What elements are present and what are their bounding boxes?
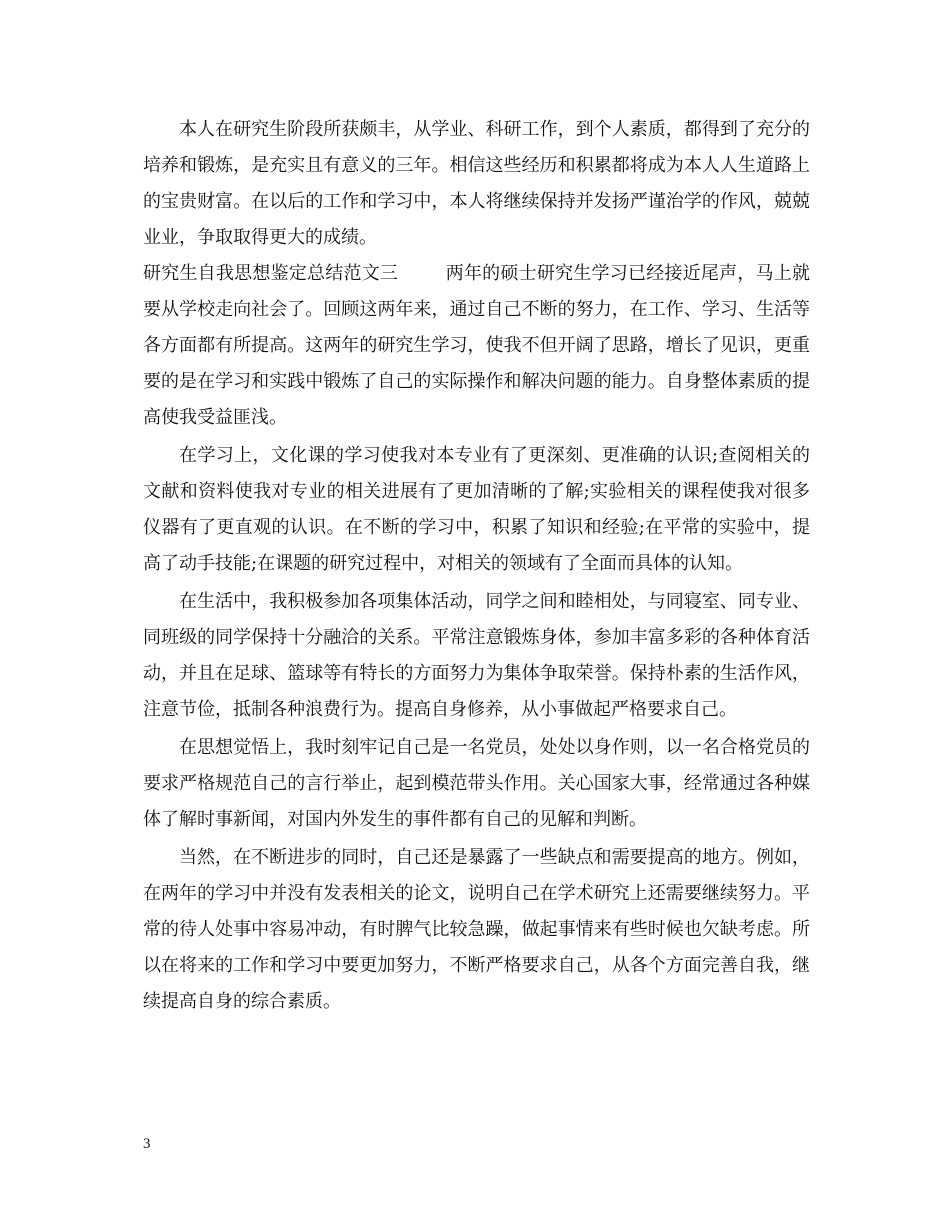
- section-heading: 研究生自我思想鉴定总结范文三: [143, 263, 399, 284]
- document-page: [143, 112, 810, 1020]
- heading-spacer: [398, 263, 446, 284]
- paragraph-6: 当然，在不断进步的同时，自己还是暴露了一些缺点和需要提高的地方。例如，在两年的学习中并没有发表相关的论文，说明自己在学术研究上还需要继续努力。平常的待人处事中容易冲动，有时脾气比较急躁，做起事情来有些时候也欠缺考虑。所以在将来的工作和学习中要更加努力，不断严格要求自己，从各个方面完善自我，继续提高自身的综合素质。: [143, 847, 810, 1012]
- paragraph-2-text: 两年的硕士研究生学习已经接近尾声，马上就要从学校走向社会了。回顾这两年来，通过自己不断的努力，在工作、学习、生活等各方面都有所提高。这两年的研究生学习，使我不但开阔了思路，增长了见识，更重要的是在学习和实践中锻炼了自己的实际操作和解决问题的能力。自身整体素质的提高使我受益匪浅。: [143, 263, 811, 428]
- paragraph-5: 在思想觉悟上，我时刻牢记自己是一名党员，处处以身作则，以一名合格党员的要求严格规范自己的言行举止，起到模范带头作用。关心国家大事，经常通过各种媒体了解时事新闻，对国内外发生的事件都有自己的见解和判断。: [143, 737, 810, 830]
- paragraph-4: 在生活中，我积极参加各项集体活动，同学之间和睦相处，与同寝室、同专业、同班级的同学保持十分融洽的关系。平常注意锻炼身体，参加丰富多彩的各种体育活动，并且在足球、篮球等有特长的方面努力为集体争取荣誉。保持朴素的生活作风，注意节俭，抵制各种浪费行为。提高自身修养，从小事做起严格要求自己。: [143, 591, 810, 720]
- page-number: 3: [143, 1136, 151, 1152]
- paragraph-2: [143, 256, 810, 436]
- paragraph-3: 在学习上，文化课的学习使我对本专业有了更深刻、更准确的认识;查阅相关的文献和资料使我对专业的相关进展有了更加清晰的了解;实验相关的课程使我对很多仪器有了更直观的认识。在不断的学习中，积累了知识和经验;在平常的实验中，提高了动手技能;在课题的研究过程中，对相关的领域有了全面而具体的认知。: [143, 445, 810, 574]
- paragraph-1: 本人在研究生阶段所获颇丰，从学业、科研工作，到个人素质，都得到了充分的培养和锻炼，是充实且有意义的三年。相信这些经历和积累都将成为本人人生道路上的宝贵财富。在以后的工作和学习中，本人将继续保持并发扬严谨治学的作风，兢兢业业，争取取得更大的成绩。: [143, 119, 810, 248]
